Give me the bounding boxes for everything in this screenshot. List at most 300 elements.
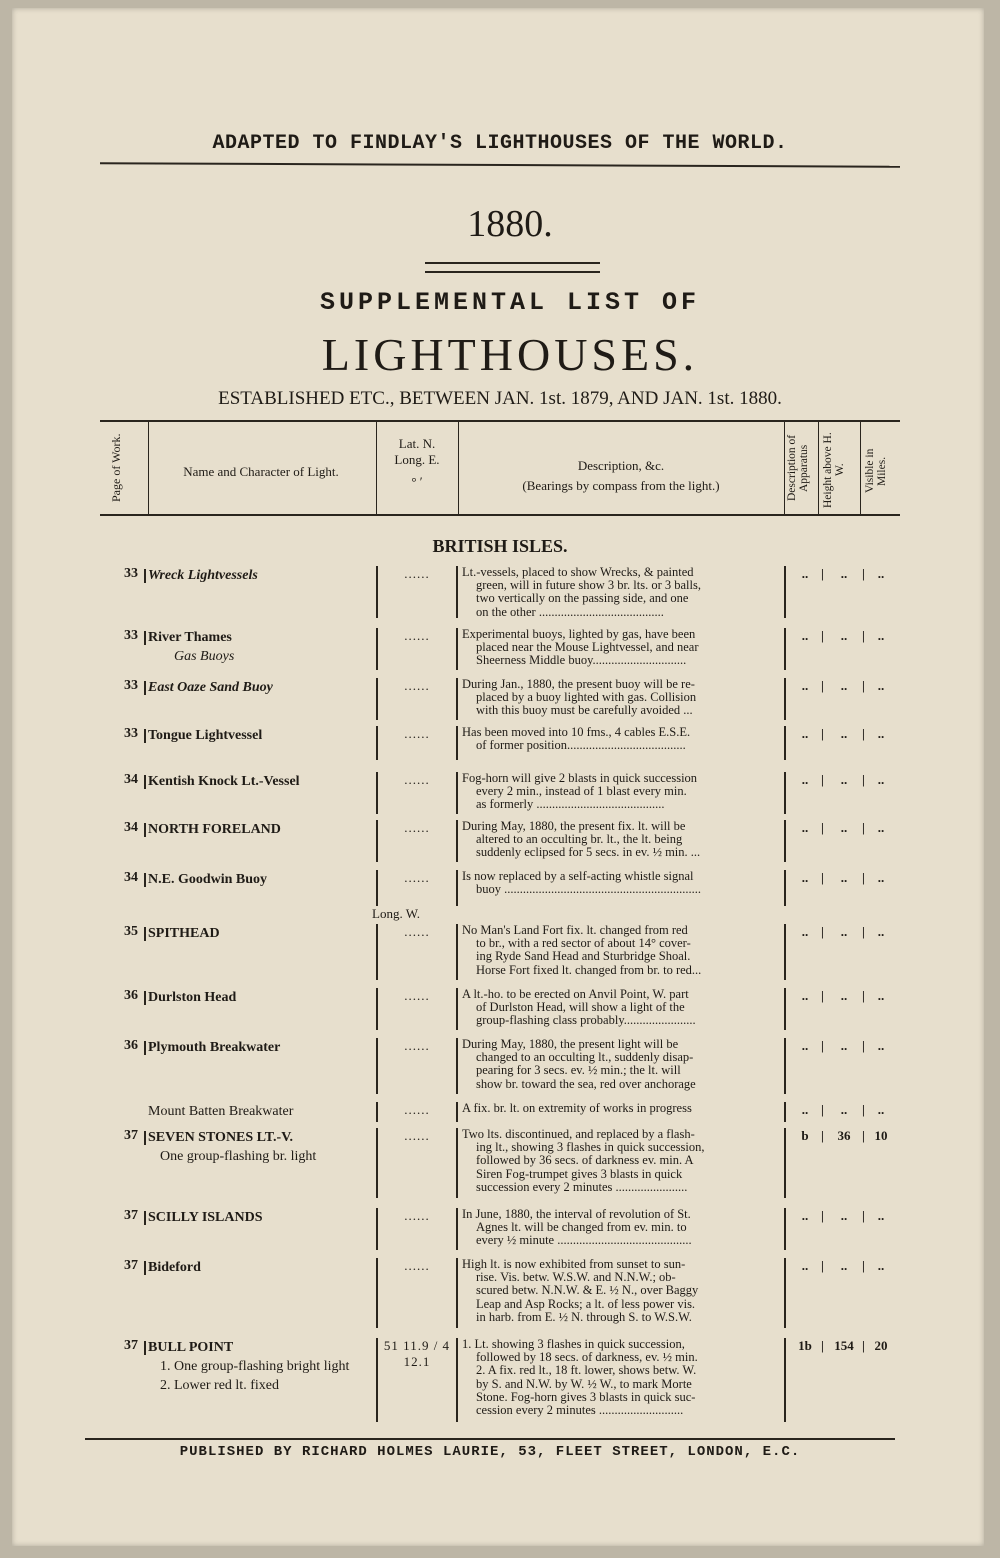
height-value: .. — [840, 726, 848, 741]
lat-long: ...... — [404, 924, 430, 939]
table-row — [100, 566, 900, 618]
description-line: Siren Fog-trumpet gives 3 blasts in quick — [476, 1166, 683, 1181]
description-line: Sheerness Middle buoy.............................. — [476, 653, 687, 668]
col-bar — [456, 1128, 458, 1198]
description — [462, 1102, 777, 1115]
light-name — [148, 870, 370, 889]
col-bar — [456, 870, 458, 906]
description — [462, 988, 777, 1028]
lat-long: ...... — [404, 988, 430, 1003]
height-value: .. — [840, 1038, 848, 1053]
description-line: changed to an occulting lt., suddenly disap- — [476, 1050, 694, 1065]
lat-long: ...... — [404, 566, 430, 581]
description — [462, 1338, 777, 1417]
col-bar — [456, 566, 458, 618]
description — [462, 1208, 777, 1248]
table-header — [100, 420, 900, 516]
table-row — [100, 726, 900, 760]
description-line: During May, 1880, the present fix. lt. will be — [462, 819, 686, 833]
title-line1: SUPPLEMENTAL LIST OF — [319, 288, 701, 317]
long-w-label: Long. W. — [372, 906, 421, 921]
description-line: every ½ minute ........................................... — [476, 1233, 692, 1248]
lat-long: ...... — [404, 1258, 430, 1273]
light-name-text: BULL POINT — [148, 1340, 234, 1355]
description-line: ing Ryde Sand Head and Sturbridge Shoal. — [476, 949, 691, 964]
value-separator: | — [821, 566, 824, 581]
description-line: show br. toward the sea, red over anchorage — [476, 1076, 696, 1091]
value-separator: | — [821, 1038, 824, 1053]
description-line: by S. and N.W. by W. ½ W., to mark Morte — [476, 1376, 692, 1391]
light-name — [148, 628, 370, 666]
page-divider — [144, 991, 146, 1005]
page-number: 36 — [124, 1038, 138, 1053]
col-bar — [784, 628, 786, 670]
footer-rule — [85, 1438, 895, 1440]
light-name — [148, 924, 370, 943]
description — [462, 772, 777, 812]
header-top-line: ADAPTED TO FINDLAY'S LIGHTHOUSES OF THE WORLD. — [212, 132, 788, 155]
apparatus-value: b — [801, 1128, 809, 1143]
page-divider — [144, 1211, 146, 1225]
col-bar — [376, 1128, 378, 1198]
col-bar — [456, 924, 458, 980]
light-name-text: SEVEN STONES LT.-V. — [148, 1130, 293, 1145]
col-bar — [784, 1102, 786, 1122]
table-row — [100, 1128, 900, 1198]
col-bar — [376, 678, 378, 720]
page-divider — [144, 927, 146, 941]
table-row — [100, 1038, 900, 1094]
light-name — [148, 1338, 370, 1395]
col-bar — [456, 628, 458, 670]
table-row — [100, 870, 900, 906]
value-separator: | — [862, 772, 865, 787]
description-line: scured betw. N.N.W. & E. ½ N., over Baggy — [476, 1283, 699, 1298]
value-separator: | — [821, 678, 824, 693]
value-separator: | — [821, 628, 824, 643]
col-bar — [376, 628, 378, 670]
page-number: 37 — [124, 1258, 138, 1273]
light-name-sub2: 2. Lower red lt. fixed — [160, 1378, 279, 1393]
table-row — [100, 1102, 900, 1122]
col-lat-symbols: ° ′ — [411, 474, 423, 489]
lat-long: ...... — [404, 678, 430, 693]
light-name-text: Plymouth Breakwater — [148, 1040, 281, 1055]
page-divider — [144, 631, 146, 645]
light-name-sub: One group-flashing br. light — [160, 1149, 317, 1164]
visible-value: .. — [877, 1208, 885, 1223]
light-name — [148, 1258, 370, 1277]
col-bar — [784, 772, 786, 814]
table-row — [100, 1338, 900, 1422]
lat-long: ...... — [404, 726, 430, 741]
height-value: .. — [840, 1208, 848, 1223]
apparatus-value: .. — [801, 1102, 809, 1117]
light-name-text: N.E. Goodwin Buoy — [148, 872, 268, 887]
col-bar — [456, 678, 458, 720]
table-row — [100, 820, 900, 862]
description-line: buoy ............................................................... — [476, 882, 701, 897]
page-divider — [144, 775, 146, 789]
page-number: 36 — [124, 988, 138, 1003]
col-bar — [456, 820, 458, 862]
description-line: suddenly eclipsed for 5 secs. in ev. ½ min. ... — [476, 845, 701, 860]
value-separator: | — [862, 820, 865, 835]
col-bar — [456, 772, 458, 814]
description-line: Has been moved into 10 fms., 4 cables E.S.E. — [462, 725, 691, 739]
value-separator: | — [821, 726, 824, 741]
value-separator: | — [821, 1102, 824, 1117]
visible-value: .. — [877, 726, 885, 741]
col-bar — [376, 820, 378, 862]
height-value: .. — [840, 678, 848, 693]
lat-long: 51 11.9 / 4 12.1 — [383, 1338, 451, 1369]
value-separator: | — [821, 924, 824, 939]
light-name-text: Mount Batten Breakwater — [148, 1104, 294, 1119]
table-row — [100, 678, 900, 720]
col-bar — [456, 1208, 458, 1250]
light-name — [148, 1102, 370, 1121]
value-separator: | — [821, 1128, 824, 1143]
lat-long: ...... — [404, 820, 430, 835]
col-bar — [784, 1258, 786, 1328]
description-line: A fix. br. lt. on extremity of works in progress — [462, 1101, 692, 1115]
page-number: 35 — [124, 924, 138, 939]
page-divider — [144, 823, 146, 837]
apparatus-value: .. — [801, 1038, 809, 1053]
visible-value: .. — [877, 1102, 885, 1117]
page-number: 37 — [124, 1208, 138, 1223]
description-line: of former position...................................... — [476, 738, 686, 753]
lat-long: ...... — [404, 1208, 430, 1223]
description-line: Agnes lt. will be changed from ev. min. to — [476, 1220, 687, 1235]
visible-value: .. — [877, 1258, 885, 1273]
description-line: ing lt., showing 3 flashes in quick succession, — [476, 1140, 705, 1155]
visible-value: .. — [877, 924, 885, 939]
col-bar — [376, 566, 378, 618]
light-name-text: Bideford — [148, 1260, 201, 1275]
col-divider — [860, 422, 861, 514]
col-divider — [818, 422, 819, 514]
apparatus-value: 1b — [798, 1338, 812, 1353]
col-desc-line1: Description, &c. — [577, 458, 665, 473]
col-bar — [784, 726, 786, 760]
description-line: of Durlston Head, will show a light of the — [476, 1000, 685, 1015]
light-name-text: Kentish Knock Lt.-Vessel — [148, 774, 300, 789]
col-bar — [784, 870, 786, 906]
page-divider — [144, 1261, 146, 1275]
height-value: .. — [840, 924, 848, 939]
page-divider — [144, 729, 146, 743]
light-name — [148, 678, 370, 697]
col-bar — [456, 1038, 458, 1094]
apparatus-value: .. — [801, 988, 809, 1003]
page-divider — [144, 1041, 146, 1055]
description — [462, 628, 777, 668]
description-line: on the other ........................................ — [476, 604, 664, 619]
apparatus-value: .. — [801, 924, 809, 939]
lat-long: ...... — [404, 1102, 430, 1117]
visible-value: 20 — [874, 1338, 888, 1353]
col-height-header: Height above H. W. — [822, 432, 846, 508]
col-bar — [456, 726, 458, 760]
value-separator: | — [862, 870, 865, 885]
height-value: .. — [840, 820, 848, 835]
description-line: Experimental buoys, lighted by gas, have been — [462, 627, 696, 641]
description-line: to br., with a red sector of about 14° cover- — [476, 936, 691, 951]
value-separator: | — [862, 1102, 865, 1117]
col-bar — [784, 1208, 786, 1250]
light-name-text: SPITHEAD — [148, 926, 220, 941]
visible-value: .. — [877, 566, 885, 581]
description-line: group-flashing class probably....................... — [476, 1013, 696, 1028]
light-name-text: Tongue Lightvessel — [148, 728, 263, 743]
visible-value: .. — [877, 628, 885, 643]
lat-long: ...... — [404, 772, 430, 787]
light-name-text: Durlston Head — [148, 990, 237, 1005]
title-line2: LIGHTHOUSES. — [321, 329, 699, 380]
col-bar — [784, 1038, 786, 1094]
description-line: placed by a buoy lighted with gas. Collision — [476, 690, 697, 705]
value-separator: | — [862, 924, 865, 939]
apparatus-value: .. — [801, 820, 809, 835]
description — [462, 1128, 777, 1194]
light-name — [148, 566, 370, 585]
page-number: 33 — [124, 678, 138, 693]
col-bar — [784, 566, 786, 618]
col-bar — [376, 726, 378, 760]
height-value: .. — [840, 1258, 848, 1273]
description — [462, 726, 777, 752]
description-line: followed by 18 secs. of darkness, ev. ½ min. — [476, 1350, 698, 1365]
light-name-text: SCILLY ISLANDS — [148, 1210, 263, 1225]
description-line: 2. A fix. red lt., 18 ft. lower, shows betw. W. — [476, 1363, 697, 1378]
description — [462, 678, 777, 718]
description-line: Leap and Asp Rocks; a lt. of less power vis. — [476, 1296, 696, 1311]
description-line: During Jan., 1880, the present buoy will be re- — [462, 677, 695, 691]
table-row — [100, 988, 900, 1030]
light-name — [148, 1038, 370, 1057]
apparatus-value: .. — [801, 772, 809, 787]
section-title: BRITISH ISLES. — [432, 536, 568, 556]
height-value: .. — [840, 870, 848, 885]
description — [462, 924, 777, 977]
description-line: green, will in future show 3 br. lts. or 3 balls, — [476, 578, 701, 593]
page-divider — [144, 569, 146, 583]
col-bar — [456, 1102, 458, 1122]
value-separator: | — [862, 1338, 865, 1353]
light-name-text: NORTH FORELAND — [148, 822, 281, 837]
apparatus-value: .. — [801, 726, 809, 741]
description-line: High lt. is now exhibited from sunset to sun- — [462, 1257, 686, 1271]
page-number: 34 — [124, 870, 138, 885]
value-separator: | — [862, 1128, 865, 1143]
description-line: rise. Vis. betw. W.S.W. and N.N.W.; ob- — [476, 1270, 676, 1285]
col-bar — [784, 988, 786, 1030]
page-number: 33 — [124, 566, 138, 581]
page-number: 34 — [124, 772, 138, 787]
light-name — [148, 820, 370, 839]
table-row — [100, 628, 900, 670]
description — [462, 1258, 777, 1324]
value-separator: | — [821, 988, 824, 1003]
description-line: every 2 min., instead of 1 blast every min. — [476, 784, 687, 799]
light-name-sub: 1. One group-flashing bright light — [160, 1359, 350, 1374]
description-line: Fog-horn will give 2 blasts in quick succession — [462, 771, 698, 785]
description-line: pearing for 3 secs. ev. ½ min.; the lt. will — [476, 1063, 681, 1078]
value-separator: | — [821, 1338, 824, 1353]
page-number: 34 — [124, 820, 138, 835]
page-number: 37 — [124, 1338, 138, 1353]
apparatus-value: .. — [801, 566, 809, 581]
col-bar — [456, 988, 458, 1030]
value-separator: | — [862, 1038, 865, 1053]
height-value: 36 — [837, 1128, 851, 1143]
visible-value: .. — [877, 678, 885, 693]
description-line: cession every 2 minutes ........................... — [476, 1403, 684, 1418]
description-line: Horse Fort fixed lt. changed from br. to red... — [476, 962, 702, 977]
value-separator: | — [862, 566, 865, 581]
height-value: .. — [840, 566, 848, 581]
light-name-text: East Oaze Sand Buoy — [148, 680, 273, 695]
description-line: followed by 36 secs. of darkness ev. min. A — [476, 1153, 694, 1168]
description-line: During May, 1880, the present light will be — [462, 1037, 679, 1051]
col-apparatus-header: Description of Apparatus — [786, 434, 810, 502]
value-separator: | — [821, 772, 824, 787]
footer: PUBLISHED BY RICHARD HOLMES LAURIE, 53, FLEET STREET, LONDON, E.C. — [179, 1444, 801, 1460]
col-bar — [784, 1338, 786, 1422]
height-value: .. — [840, 772, 848, 787]
light-name-text: River Thames — [148, 630, 232, 645]
col-bar — [784, 924, 786, 980]
description — [462, 566, 777, 619]
description-line: as formerly ......................................... — [476, 797, 665, 812]
light-name — [148, 726, 370, 745]
page-number: 37 — [124, 1128, 138, 1143]
description-line: with this buoy must be carefully avoided ... — [476, 703, 693, 718]
light-name-text: Wreck Lightvessels — [148, 568, 258, 583]
value-separator: | — [862, 988, 865, 1003]
description-line: succession every 2 minutes ....................... — [476, 1179, 688, 1194]
value-separator: | — [862, 678, 865, 693]
table-row — [100, 924, 900, 980]
col-bar — [456, 1338, 458, 1422]
col-bar — [376, 1258, 378, 1328]
light-name — [148, 1128, 370, 1166]
col-page-header: Page of Work. — [109, 433, 123, 503]
col-bar — [376, 1338, 378, 1422]
page-divider — [144, 1131, 146, 1145]
height-value: .. — [840, 1102, 848, 1117]
page-number: 33 — [124, 628, 138, 643]
col-bar — [376, 1208, 378, 1250]
apparatus-value: .. — [801, 1258, 809, 1273]
page-divider — [144, 681, 146, 695]
value-separator: | — [862, 1208, 865, 1223]
description-line: A lt.-ho. to be erected on Anvil Point, W. part — [462, 987, 689, 1001]
value-separator: | — [821, 1258, 824, 1273]
description-line: Two lts. discontinued, and replaced by a flash- — [462, 1127, 695, 1141]
description-line: In June, 1880, the interval of revolution of St. — [462, 1207, 691, 1221]
col-visible-header: Visible in Miles. — [864, 448, 888, 494]
page-number: 33 — [124, 726, 138, 741]
height-value: 154 — [834, 1338, 854, 1353]
col-bar — [784, 820, 786, 862]
description-line: Lt.-vessels, placed to show Wrecks, & painted — [462, 565, 694, 579]
value-separator: | — [821, 1208, 824, 1223]
light-name — [148, 772, 370, 791]
apparatus-value: .. — [801, 870, 809, 885]
col-lat-header — [376, 436, 458, 490]
description — [462, 1038, 777, 1091]
col-bar — [376, 1102, 378, 1122]
subtitle: ESTABLISHED ETC., BETWEEN JAN. 1st. 1879, AND JAN. 1st. 1880. — [218, 388, 782, 409]
description-line: altered to an occulting br. lt., the lt. being — [476, 832, 683, 847]
col-bar — [784, 1128, 786, 1198]
visible-value: .. — [877, 870, 885, 885]
table-row — [100, 1258, 900, 1328]
col-divider — [784, 422, 785, 514]
visible-value: 10 — [874, 1128, 888, 1143]
col-desc-header — [458, 458, 784, 494]
col-bar — [376, 924, 378, 980]
lat-long: ...... — [404, 628, 430, 643]
col-name-header: Name and Character of Light. — [183, 464, 339, 479]
visible-value: .. — [877, 772, 885, 787]
visible-value: .. — [877, 820, 885, 835]
table-row — [100, 1208, 900, 1250]
year: 1880. — [467, 203, 553, 245]
light-name-sub: Gas Buoys — [174, 649, 235, 664]
lat-long: ...... — [404, 1038, 430, 1053]
double-rule — [425, 262, 600, 273]
description-line: 1. Lt. showing 3 flashes in quick succession, — [462, 1337, 685, 1351]
height-value: .. — [840, 628, 848, 643]
col-lat-line2: Long. E. — [394, 452, 440, 467]
apparatus-value: .. — [801, 628, 809, 643]
visible-value: .. — [877, 988, 885, 1003]
lat-long: ...... — [404, 870, 430, 885]
height-value: .. — [840, 988, 848, 1003]
col-bar — [376, 870, 378, 906]
value-separator: | — [821, 870, 824, 885]
apparatus-value: .. — [801, 678, 809, 693]
value-separator: | — [821, 820, 824, 835]
col-bar — [456, 1258, 458, 1328]
col-bar — [784, 678, 786, 720]
value-separator: | — [862, 628, 865, 643]
description-line: in harb. from E. ½ N. through S. to W.S.W. — [476, 1309, 692, 1324]
page-divider — [144, 873, 146, 887]
col-bar — [376, 988, 378, 1030]
table-row — [100, 772, 900, 814]
description — [462, 820, 777, 860]
col-bar — [376, 1038, 378, 1094]
description-line: two vertically on the passing side, and one — [476, 591, 689, 606]
value-separator: | — [862, 1258, 865, 1273]
description-line: placed near the Mouse Lightvessel, and near — [476, 640, 699, 655]
description-line: No Man's Land Fort fix. lt. changed from red — [462, 923, 688, 937]
visible-value: .. — [877, 1038, 885, 1053]
value-separator: | — [862, 726, 865, 741]
col-lat-line1: Lat. N. — [398, 436, 436, 451]
lat-long: ...... — [404, 1128, 430, 1143]
page-divider — [144, 1341, 146, 1355]
description-line: Stone. Fog-horn gives 3 blasts in quick suc- — [476, 1389, 696, 1404]
col-bar — [376, 772, 378, 814]
description-line: Is now replaced by a self-acting whistle signal — [462, 869, 694, 883]
description — [462, 870, 777, 896]
